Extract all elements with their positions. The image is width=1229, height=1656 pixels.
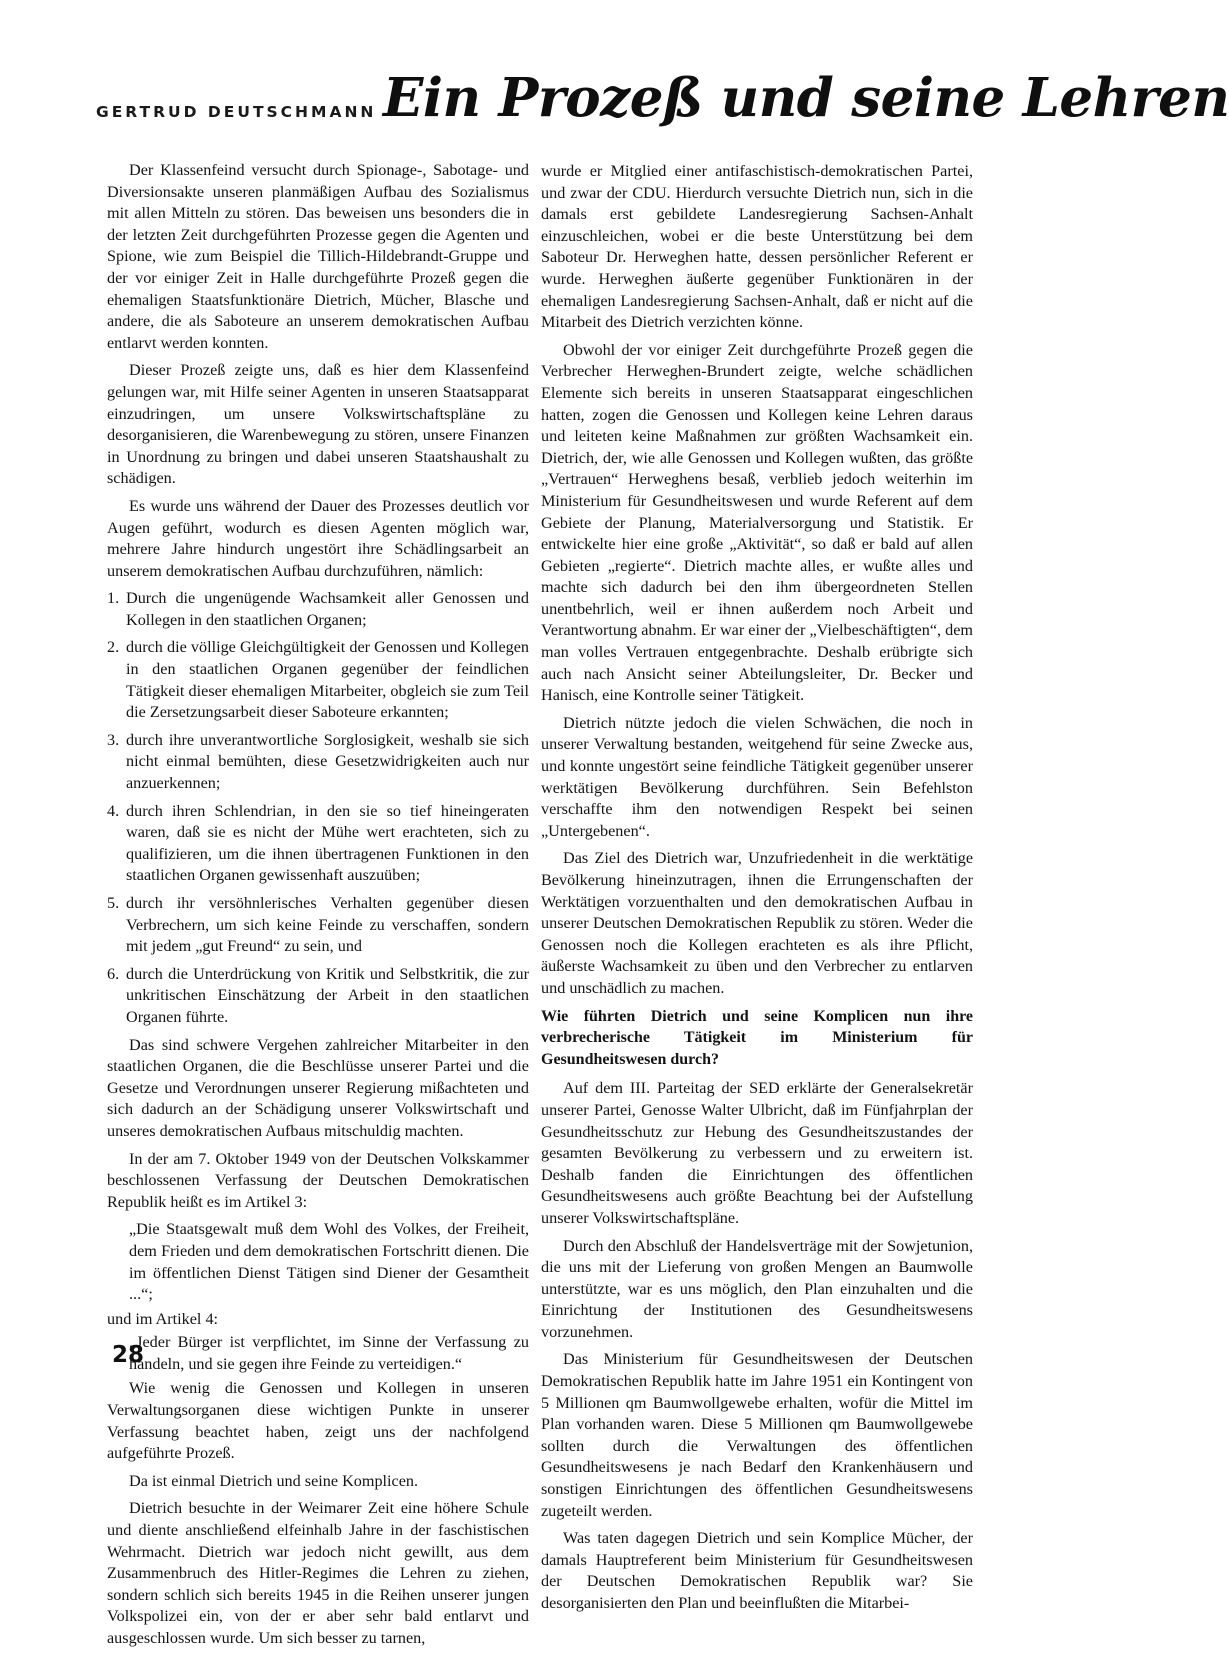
list-text: durch die Unterdrückung von Kritik und Selbstkritik, die zur unkritischen Einschätzung der Arbeit in den staatlichen Organen führte. — [126, 964, 529, 1026]
right-column — [541, 161, 973, 1621]
paragraph: Dieser Prozeß zeigte uns, daß es hier dem Klassenfeind gelungen war, mit Hilfe seiner Agenten in unseren Staatsapparat einzudringen, um unsere Volkswirtschaftspläne zu desorganisieren, die Warenbewegung zu stören, unsere Finanzen in Unordnung zu bringen und dabei unseren Staatshaushalt zu schädigen. — [107, 361, 529, 488]
list-number: 5. — [107, 894, 120, 912]
list-text: durch die völlige Gleichgültigkeit der Genossen und Kollegen in den staatlichen Organen gegenüber der feindlichen Tätigkeit dieser ehemaligen Mitarbeiter, obgleich sie zum Teil die Zersetzungsarbeit dieser Saboteure erkannten; — [126, 638, 529, 722]
paragraph: Da ist einmal Dietrich und seine Komplicen. — [129, 1471, 419, 1490]
paragraph: Wie wenig die Genossen und Kollegen in unseren Verwaltungsorganen diese wichtigen Punkte in unserer Verfassung beachtet haben, zeigt uns der nachfolgend aufgeführte Prozeß. — [107, 1379, 529, 1463]
paragraph: Obwohl der vor einiger Zeit durchgeführte Prozeß gegen die Verbrecher Herweghen-Brundert zeigte, welche schädlichen Elemente sich bereits in unseren Staatsapparat eingeschlichen hatten, zogen die Genossen und Kollegen keine Lehren daraus und leiteten keine Maßnahmen zur größten Wachsamkeit ein. Dietrich, der, wie alle Genossen und Kollegen wußten, das größte „Vertrauen“ Herweghens besaß, verblieb jedoch weiterhin im Ministerium für Gesundheitswesen und wurde Referent auf dem Gebiete der Planung, Materialversorgung und Statistik. Er entwickelte hier eine große „Aktivität“, so daß er bald auf allen Gebieten „regierte“. Dietrich machte alles, er wußte alles und machte sich dadurch bei den ihm übergeordneten Stellen unentbehrlich, weil er ihnen außerdem noch Arbeit und Verantwortung abnahm. Er war einer der „Vielbeschäftigten“, dem man volles Vertrauen entgegenbrachte. Deshalb erübrigte sich auch nach Ansicht seiner Abteilungsleiter, Dr. Becker und Hanisch, eine Kontrolle seiner Tätigkeit. — [541, 340, 973, 705]
left-column — [107, 160, 529, 1656]
list-item — [107, 801, 529, 887]
list-number: 1. — [107, 589, 120, 608]
list-number: 3. — [107, 730, 120, 749]
list-number: 2. — [107, 638, 120, 657]
paragraph: Durch den Abschluß der Handelsverträge mit der Sowjetunion, die uns mit der Lieferung von großen Mengen an Baumwolle unterstützte, war es uns möglich, den Plan einzuhalten und die Einrichtung der Institutionen des Gesundheitswesens vorzunehmen. — [541, 1236, 973, 1341]
paragraph: wurde er Mitglied einer antifaschistisch-demokratischen Partei, und zwar der CDU. Hierdurch versuchte Dietrich nun, sich in die damals erst gebildete Landesregierung Sachsen-Anhalt einzuschleichen, wobei er die beste Unterstützung bei dem Saboteur Dr. Herweghen hatte, dessen persönlicher Referent er wurde. Herweghen äußerte gegenüber Funktionären in der ehemaligen Landesregierung Sachsen-Anhalt, daß er nicht auf die Mitarbeit des Dietrich verzichten könne. — [541, 162, 973, 332]
paragraph: Das Ministerium für Gesundheitswesen der Deutschen Demokratischen Republik hatte im Jahre 1951 ein Kontingent von 5 Millionen qm Baumwollgewebe erhalten, wofür die Mittel im Plan vorhanden waren. Diese 5 Millionen qm Baumwollgewebe sollten durch die Verwaltungen des öffentlichen Gesundheitswesens je nach Bedarf den Krankenhäusern und sonstigen Einrichtungen des öffentlichen Gesundheitswesens zugeteilt werden. — [541, 1350, 973, 1520]
author-name: GERTRUD DEUTSCHMANN — [96, 103, 377, 121]
list-item — [107, 730, 529, 795]
list-item — [107, 588, 529, 631]
list-text: durch ihre unverantwortliche Sorglosigkeit, weshalb sie sich nicht einmal bemühten, diese Gesetzwidrigkeiten auch nur anzuerkennen; — [126, 730, 529, 793]
paragraph: Das sind schwere Vergehen zahlreicher Mitarbeiter in den staatlichen Organen, die die Beschlüsse unserer Partei und die Gesetze und Verordnungen unserer Regierung mißachteten und sich dadurch an der Schädigung unserer Volkswirtschaft und unseres demokratischen Aufbaus mitschuldig machten. — [107, 1035, 529, 1140]
paragraph: In der am 7. Oktober 1949 von der Deutschen Volkskammer beschlossenen Verfassung der Deutschen Demokratischen Republik heißt es im Artikel 3: — [107, 1149, 529, 1211]
constitution-quote: „Die Staatsgewalt muß dem Wohl des Volkes, der Freiheit, dem Frieden und dem demokratischen Fortschritt dienen. Die im öffentlichen Dienst Tätigen sind Diener der Gesamtheit ...“; — [129, 1220, 529, 1304]
paragraph: Das Ziel des Dietrich war, Unzufriedenheit in die werktätige Bevölkerung hineinzutragen, ihnen die Errungenschaften der Werktätigen vorzuenthalten und den demokratischen Aufbau in unserer Deutschen Demokratischen Republik zu stören. Weder die Genossen noch die Kollegen erachteten es als ihre Pflicht, äußerste Wachsamkeit zu üben und den Verbrecher zu entlarven und unschädlich zu machen. — [541, 849, 973, 997]
list-number: 4. — [107, 801, 120, 820]
page-number: 28 — [112, 1342, 145, 1368]
paragraph: Was taten dagegen Dietrich und sein Komplice Mücher, der damals Hauptreferent beim Ministerium für Gesundheitswesen der Deutschen Demokratischen Republik war? Sie desorganisierten den Plan und beeinflußten die Mitarbei- — [541, 1529, 973, 1612]
list-text: durch ihr versöhnlerisches Verhalten gegenüber diesen Verbrechern, um sich keine Feinde zu verschaffen, sondern mit jedem „gut Freund“ zu sein, und — [126, 894, 529, 956]
article-title: Ein Prozeß und seine Lehren — [383, 67, 1229, 129]
list-item — [107, 893, 529, 958]
paragraph: Auf dem III. Parteitag der SED erklärte der Generalsekretär unserer Partei, Genosse Walter Ulbricht, daß im Fünfjahrplan der Gesundheitsschutz zur Hebung des Gesundheitszustandes der gesamten Bevölkerung zu verbessern und zu erweitern ist. Deshalb fanden die Einrichtungen des öffentlichen Gesundheitswesens auch größte Beachtung bei der Aufstellung unserer Volkswirtschaftspläne. — [541, 1079, 973, 1227]
paragraph: Der Klassenfeind versucht durch Spionage-, Sabotage- und Diversionsakte unseren planmäßigen Aufbau des Sozialismus mit allen Mitteln zu stören. Das beweisen uns besonders die in der letzten Zeit durchgeführten Prozesse gegen die Agenten und Spione, wie zum Beispiel die Tillich-Hildebrandt-Gruppe und der vor einiger Zeit in Halle durchgeführte Prozeß gegen die ehemaligen Staatsfunktionäre Dietrich, Mücher, Blasche und andere, die als Saboteure an unserem demokratischen Aufbau entlarvt werden konnten. — [107, 161, 529, 352]
paragraph: Dietrich nützte jedoch die vielen Schwächen, die noch in unserer Verwaltung bestanden, weitgehend für seine Zwecke aus, und konnte ungestört seine feindliche Tätigkeit gegenüber unserer werktätigen Bevölkerung durchführen. Sein Befehlston verschaffte ihm den notwendigen Respekt bei seinen „Untergebenen“. — [541, 713, 973, 840]
list-number: 6. — [107, 964, 120, 983]
numbered-list — [107, 588, 529, 1028]
list-text: Durch die ungenügende Wachsamkeit aller Genossen und Kollegen in den staatlichen Organen; — [126, 589, 529, 629]
list-item — [107, 637, 529, 723]
list-text: durch ihren Schlendrian, in den sie so tief hineingeraten waren, daß sie es nicht der Mühe wert erachteten, sich zu qualifizieren, um die ihnen übertragenen Funktionen in den staatlichen Organen gewissenhaft auszuüben; — [126, 801, 529, 885]
paragraph: Es wurde uns während der Dauer des Prozesses deutlich vor Augen geführt, wodurch es diesen Agenten möglich war, mehrere Jahre hindurch ungestört ihre Schädlingsarbeit an unserem demokratischen Aufbau durchzuführen, nämlich: — [107, 496, 529, 580]
constitution-quote: „Jeder Bürger ist verpflichtet, im Sinne der Verfassung zu handeln, und sie gegen ihre Feinde zu verteidigen.“ — [129, 1333, 529, 1373]
paragraph: Dietrich besuchte in der Weimarer Zeit eine höhere Schule und diente anschließend elfeinhalb Jahre in der faschistischen Wehrmacht. Dietrich war jedoch nicht gewillt, aus dem Zusammenbruch des Hitler-Regimes die Lehren zu ziehen, sondern schlich sich bereits 1945 in die Reihen unserer jungen Volkspolizei ein, von der er aber sehr bald entlarvt und ausgeschlossen wurde. Um sich besser zu tarnen, — [107, 1499, 529, 1647]
list-item — [107, 964, 529, 1029]
section-heading: Wie führten Dietrich und seine Komplicen nun ihre verbrecherische Tätigkeit im Ministerium für Gesundheitswesen durch? — [541, 1007, 973, 1068]
paragraph: und im Artikel 4: — [107, 1309, 219, 1328]
